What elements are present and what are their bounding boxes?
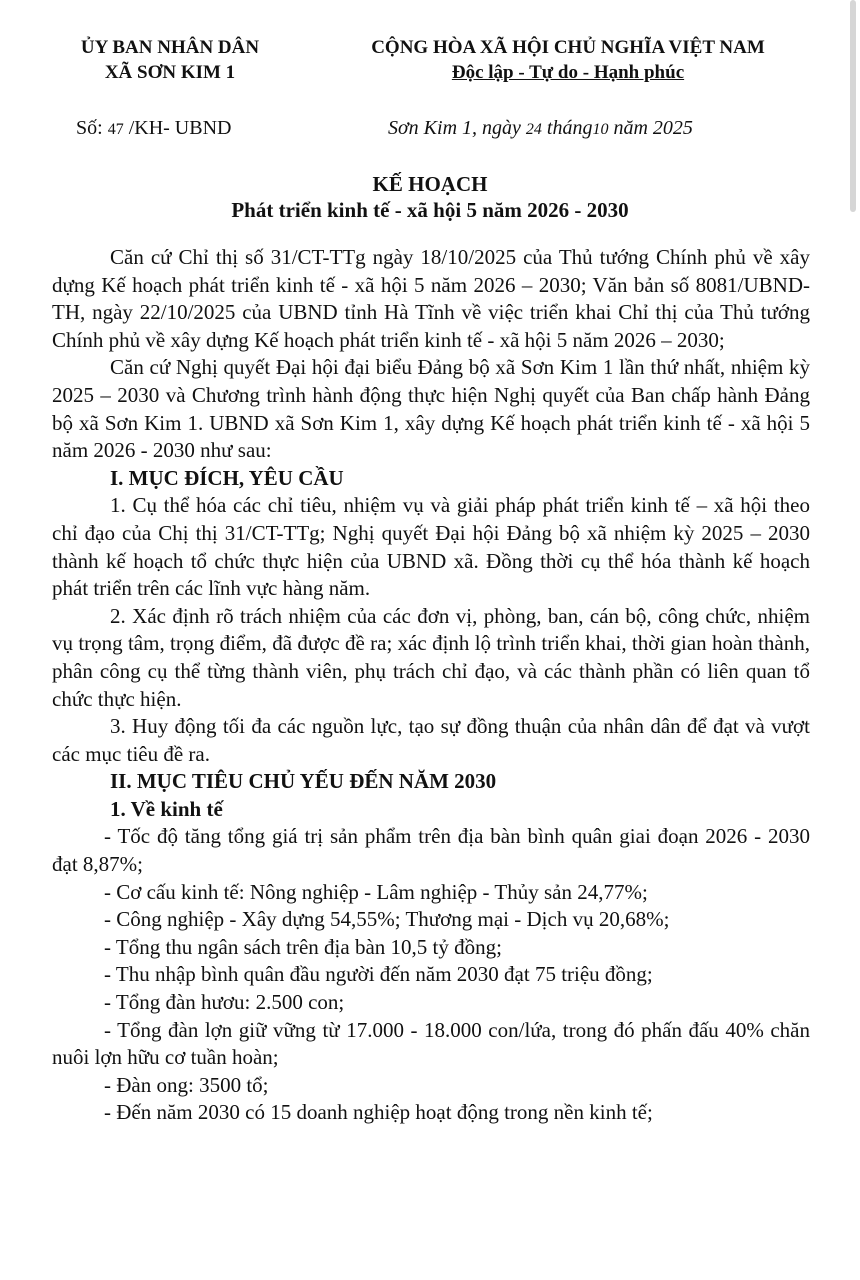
paragraph-purpose-2: 2. Xác định rõ trách nhiệm của các đơn vị, phòng, ban, cán bộ, công chức, nhiệm vụ trọng tâm, trọng điểm, đã được đề ra; xác định lộ trình triển khai, thời gian hoàn thành, phân công cụ thể từng thành viên, phụ trách chỉ đạo, và các thành phần có liên quan tổ chức thực hiện. [52,603,810,711]
list-item: - Đàn ong: 3500 tổ; [104,1072,269,1097]
document-title: KẾ HOẠCH [372,172,488,196]
number-suffix: /KH- UBND [123,117,232,139]
section-heading-purpose: I. MỤC ĐÍCH, YÊU CẦU [110,465,344,490]
number-value: 47 [107,121,124,138]
section-heading-targets: II. MỤC TIÊU CHỦ YẾU ĐẾN NĂM 2030 [110,769,497,794]
list-item: - Tổng đàn lợn giữ vững từ 17.000 - 18.000 con/lứa, trong đó phấn đấu 40% chăn nuôi lợn hữu cơ tuần hoàn; [52,1017,810,1070]
number-prefix: Số: [76,117,108,139]
list-item: - Tốc độ tăng tổng giá trị sản phẩm trên địa bàn bình quân giai đoạn 2026 - 2030 đạt 8,87%; [52,824,810,877]
list-item: - Cơ cấu kinh tế: Nông nghiệp - Lâm nghiệp - Thủy sản 24,77%; [104,879,648,904]
date-day: 24 [525,121,542,138]
subsection-heading-economy: 1. Về kinh tế [110,796,223,821]
document-header [0,36,860,96]
place-prefix: Sơn Kim 1, ngày [388,117,526,139]
issuer-name: ỦY BAN NHÂN DÂN [80,37,260,58]
list-item: - Tổng đàn hươu: 2.500 con; [104,990,345,1015]
list-item: - Công nghiệp - Xây dựng 54,55%; Thương mại - Dịch vụ 20,68%; [104,907,670,932]
paragraph-purpose-1: 1. Cụ thể hóa các chỉ tiêu, nhiệm vụ và giải pháp phát triển kinh tế – xã hội theo chỉ đạo của Chị thị 31/CT-TTg; Nghị quyết Đại hội Đảng bộ xã nhiệm kỳ 2025 – 2030 thành kế hoạch tổ chức thực hiện của UBND xã. Đồng thời cụ thể hóa thành kế hoạch phát triển trên các lĩnh vực hàng năm. [52,493,810,601]
national-title: CỘNG HÒA XÃ HỘI CHỦ NGHĨA VIỆT NAM [371,37,765,58]
list-item: - Thu nhập bình quân đầu người đến năm 2030 đạt 75 triệu đồng; [104,962,653,987]
date-year: năm 2025 [608,117,693,139]
date-month: 10 [592,121,609,138]
issuer-commune [45,61,295,84]
list-item: - Tổng thu ngân sách trên địa bàn 10,5 tỷ đồng; [104,934,502,959]
date-month-word: tháng [541,117,593,139]
place-date [388,116,693,142]
national-motto-text: Độc lập - Tự do - Hạnh phúc [451,62,685,83]
list-item: - Đến năm 2030 có 15 doanh nghiệp hoạt động trong nền kinh tế; [104,1100,653,1125]
issuer-commune-text: XÃ SƠN KIM 1 [104,62,236,83]
national-motto [318,61,818,84]
paragraph-purpose-3: 3. Huy động tối đa các nguồn lực, tạo sự đồng thuận của nhân dân để đạt và vượt các mục tiêu đề ra. [52,714,810,766]
document-body [52,244,810,1127]
document-subtitle: Phát triển kinh tế - xã hội 5 năm 2026 - 2030 [231,198,629,222]
paragraph-basis-1: Căn cứ Chỉ thị số 31/CT-TTg ngày 18/10/2025 của Thủ tướng Chính phủ về xây dựng Kế hoạch phát triển kinh tế - xã hội 5 năm 2026 – 2030; Văn bản số 8081/UBND-TH, ngày 22/10/2025 của UBND tỉnh Hà Tĩnh về việc triển khai Chỉ thị của Thủ tướng Chính phủ về xây dựng Kế hoạch phát triển kinh tế - xã hội 5 năm 2026 – 2030; [52,245,810,352]
document-number [76,116,231,142]
paragraph-basis-2: Căn cứ Nghị quyết Đại hội đại biểu Đảng bộ xã Sơn Kim 1 lần thứ nhất, nhiệm kỳ 2025 – 2030 và Chương trình hành động thực hiện Nghị quyết của Ban chấp hành Đảng bộ xã Sơn Kim 1. UBND xã Sơn Kim 1, xây dựng Kế hoạch phát triển kinh tế - xã hội 5 năm 2026 - 2030 như sau: [52,355,810,463]
